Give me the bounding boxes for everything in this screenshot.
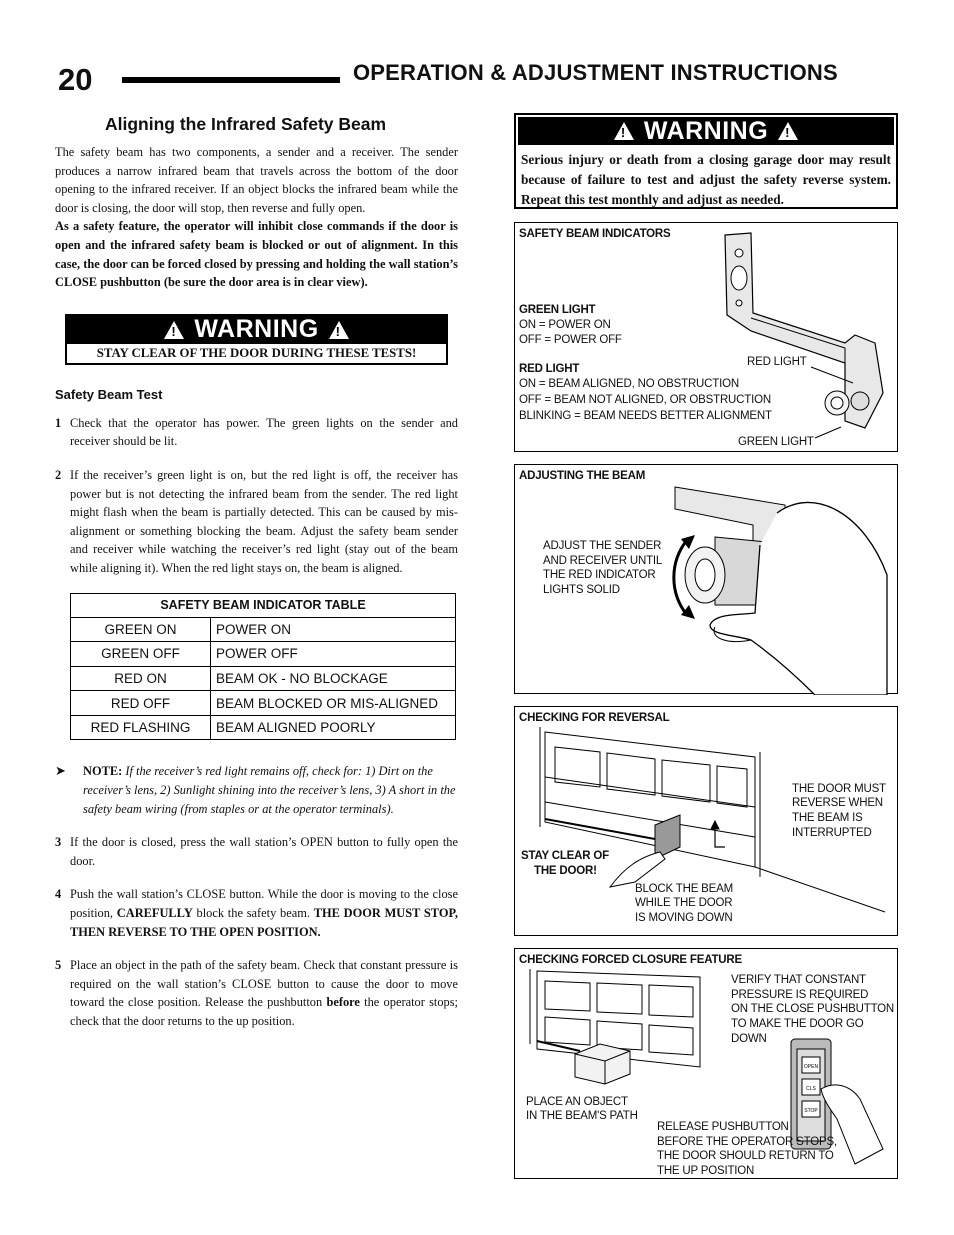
warning-triangle-icon — [164, 321, 184, 339]
must-reverse-line-1: THE DOOR MUST — [792, 783, 886, 795]
table-cell: POWER ON — [211, 617, 456, 642]
warning-box-left — [65, 314, 448, 365]
warning-box-right — [514, 113, 898, 209]
step-2 — [55, 466, 458, 578]
warning-header — [518, 117, 894, 145]
indicator-table — [70, 593, 456, 741]
table-title: SAFETY BEAM INDICATOR TABLE — [71, 593, 456, 617]
step-emphasis: CAREFULLY — [116, 906, 193, 921]
adjust-line-4: LIGHTS SOLID — [543, 584, 620, 596]
warning-triangle-icon — [329, 321, 349, 339]
figure-title: ADJUSTING THE BEAM — [519, 470, 646, 482]
step-3 — [55, 833, 458, 870]
verify-line-2: PRESSURE IS REQUIRED — [731, 989, 869, 1001]
warning-triangle-icon — [778, 122, 798, 140]
note — [55, 762, 458, 818]
figure-title: CHECKING FOR REVERSAL — [519, 712, 670, 724]
release-line-1: RELEASE PUSHBUTTON — [657, 1121, 789, 1133]
safety-feature-paragraph: As a safety feature, the operator will inhibit close commands if the door is open and the infrared safety beam is blocked or out of alignment. In this case, the door can be forced closed by pressing and holding the wall station’s CLOSE pushbutton (be sure the door area is in clear view). — [55, 219, 458, 290]
warning-triangle-icon — [614, 122, 634, 140]
block-beam-line-1: BLOCK THE BEAM — [635, 883, 733, 895]
green-light-off: OFF = POWER OFF — [519, 334, 622, 346]
green-light-callout: GREEN LIGHT — [738, 436, 814, 448]
open-button-label: OPEN — [803, 1064, 819, 1070]
stay-clear-line-2: THE DOOR! — [534, 865, 597, 877]
step-text-part: block the safety beam. — [192, 906, 314, 921]
table-row — [71, 642, 456, 667]
red-light-off: OFF = BEAM NOT ALIGNED, OR OBSTRUCTION — [519, 394, 771, 406]
table-cell: RED FLASHING — [71, 715, 211, 740]
release-line-4: THE UP POSITION — [657, 1165, 755, 1177]
must-reverse-line-4: INTERRUPTED — [792, 827, 872, 839]
adjust-line-1: ADJUST THE SENDER — [543, 540, 662, 552]
step-number: 5 — [55, 958, 62, 973]
green-light-heading: GREEN LIGHT — [519, 304, 596, 316]
verify-line-1: VERIFY THAT CONSTANT — [731, 974, 866, 986]
table-cell: GREEN OFF — [71, 642, 211, 667]
note-body: If the receiver’s red light remains off, check for: 1) Dirt on the receiver’s lens, 2) Sunlight shining into the receiver’s lens, 3) A short in the safety beam wiring (from staples or at the operator terminals). — [83, 764, 456, 816]
step-text-part: Place an object in the path of the safety beam. Check that constant pressure is required on the wall station’s CLOSE button to cause the door to move toward the close position. Release the pushbutton — [70, 958, 458, 1010]
place-object-line-1: PLACE AN OBJECT — [526, 1096, 628, 1108]
figure-adjusting-beam — [514, 464, 898, 694]
step-emphasis: before — [326, 995, 360, 1010]
step-5 — [55, 956, 458, 1030]
figure-title: CHECKING FORCED CLOSURE FEATURE — [519, 954, 742, 966]
table-row — [71, 617, 456, 642]
step-1 — [55, 414, 458, 451]
table-cell: GREEN ON — [71, 617, 211, 642]
note-label: NOTE: — [83, 764, 123, 779]
table-row — [71, 691, 456, 716]
table-row — [71, 666, 456, 691]
block-beam-line-3: IS MOVING DOWN — [635, 912, 733, 924]
warning-text: Serious injury or death from a closing garage door may result because of failure to test and adjust the safety reverse system. Repeat this test monthly and adjust as needed. — [521, 152, 891, 207]
intro-paragraph: The safety beam has two components, a sender and a receiver. The sender produces a narrow infrared beam that travels across the bottom of the door opening to the infrared receiver. If an object blocks the infrared beam while the door is closing, the door will stop, then reverse and fully open. — [55, 145, 458, 215]
step-emphasis: THE DOOR MUST STOP, THEN REVERSE TO THE OPEN POSITION. — [70, 906, 458, 939]
table-cell: RED ON — [71, 666, 211, 691]
adjust-line-2: AND RECEIVER UNTIL — [543, 555, 663, 567]
table-cell: BEAM BLOCKED OR MIS-ALIGNED — [211, 691, 456, 716]
red-light-blinking: BLINKING = BEAM NEEDS BETTER ALIGNMENT — [519, 410, 772, 422]
figure-title: SAFETY BEAM INDICATORS — [519, 228, 671, 240]
page-title: OPERATION & ADJUSTMENT INSTRUCTIONS — [353, 60, 838, 85]
warning-text: STAY CLEAR OF THE DOOR DURING THESE TESTS! — [96, 345, 417, 360]
note-text — [83, 762, 458, 818]
step-text-part: the operator stops; check that the door returns to the up position. — [70, 995, 458, 1028]
step-4 — [55, 885, 458, 941]
table-cell: RED OFF — [71, 691, 211, 716]
must-reverse-line-3: THE BEAM IS — [792, 812, 863, 824]
stay-clear-line-1: STAY CLEAR OF — [521, 850, 609, 862]
warning-label: WARNING — [194, 315, 319, 344]
must-reverse-line-2: REVERSE WHEN — [792, 797, 883, 809]
warning-header — [67, 316, 446, 344]
page-number: 20 — [58, 62, 93, 97]
close-button-label: CLS — [806, 1086, 816, 1092]
warning-label: WARNING — [643, 116, 769, 145]
release-line-2: BEFORE THE OPERATOR STOPS, — [657, 1136, 837, 1148]
adjust-line-3: THE RED INDICATOR — [543, 569, 656, 581]
step-text: If the receiver’s green light is on, but the red light is off, the receiver has power but is not detecting the infrared beam from the sender. The red light might flash when the beam is partially detected. This can be caused by mis-alignment or something blocking the beam. Adjust the safety beam sender and receiver while watching the receiver’s red light (stay out of the beam while aligning it). When the red light stays on, the beam is aligned. — [70, 467, 458, 575]
header-rule — [122, 77, 340, 83]
table-cell: POWER OFF — [211, 642, 456, 667]
red-light-on: ON = BEAM ALIGNED, NO OBSTRUCTION — [519, 378, 739, 390]
step-text-part: Push the wall station’s CLOSE button. While the door is moving to the close position, — [70, 887, 458, 921]
figure-safety-beam-indicators — [514, 222, 898, 452]
table-row — [71, 715, 456, 740]
left-column — [55, 114, 458, 1046]
step-number: 3 — [55, 835, 62, 850]
release-line-3: THE DOOR SHOULD RETURN TO — [657, 1150, 834, 1162]
red-light-heading: RED LIGHT — [519, 363, 580, 375]
step-text — [70, 885, 458, 941]
verify-line-3: ON THE CLOSE PUSHBUTTON — [731, 1003, 895, 1015]
red-light-callout: RED LIGHT — [747, 356, 807, 368]
step-number: 4 — [55, 887, 62, 902]
green-light-on: ON = POWER ON — [519, 319, 611, 331]
step-text: If the door is closed, press the wall station’s OPEN button to fully open the door. — [70, 835, 458, 868]
verify-line-4: TO MAKE THE DOOR GO DOWN — [731, 1018, 864, 1045]
section-title: Aligning the Infrared Safety Beam — [105, 114, 387, 134]
place-object-line-2: IN THE BEAM'S PATH — [526, 1110, 638, 1122]
table-cell: BEAM ALIGNED POORLY — [211, 715, 456, 740]
step-text — [70, 956, 458, 1030]
block-beam-line-2: WHILE THE DOOR — [635, 897, 733, 909]
table-cell: BEAM OK - NO BLOCKAGE — [211, 666, 456, 691]
stop-button-label: STOP — [804, 1108, 818, 1114]
step-number: 2 — [55, 467, 62, 482]
figure-forced-closure — [514, 948, 898, 1179]
step-number: 1 — [55, 415, 62, 430]
note-arrow-icon: ➤ — [55, 763, 66, 779]
safety-beam-test-title: Safety Beam Test — [55, 386, 163, 402]
figure-checking-reversal — [514, 706, 898, 936]
step-text: Check that the operator has power. The green lights on the sender and receiver should be lit. — [70, 415, 458, 449]
